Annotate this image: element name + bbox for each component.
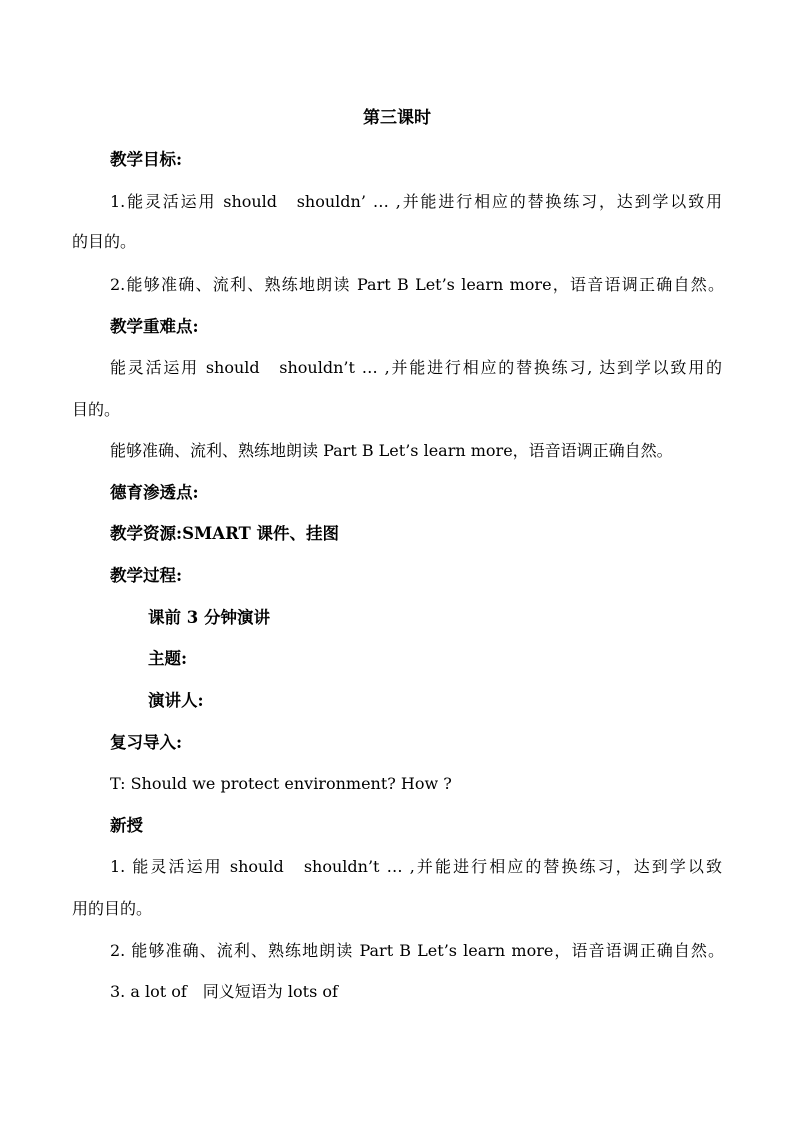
keypoint-1-line-1: 能灵活运用 should shouldn’t … ,并能进行相应的替换练习, 达到学以致用的: [110, 358, 722, 377]
new-2: 2. 能够准确、流利、熟练地朗读 Part B Let’s learn more，语音语调正确自然。: [110, 941, 724, 960]
new-1-line-1: 1. 能灵活运用 should shouldn’t … ,并能进行相应的替换练习，达到学以致: [110, 857, 722, 876]
resources-line: 教学资源:SMART 课件、挂图: [110, 524, 340, 543]
objective-2: 2.能够准确、流利、熟练地朗读 Part B Let’s learn more，语音语调正确自然。: [110, 275, 724, 294]
objective-1-line-1: 1.能灵活运用 should shouldn’ … ,并能进行相应的替换练习，达到学以致用: [110, 192, 722, 211]
objectives-heading: 教学目标:: [110, 150, 183, 169]
moral-heading: 德育渗透点:: [110, 483, 199, 502]
keypoints-heading: 教学重难点:: [110, 317, 199, 336]
new-heading: 新授: [110, 816, 143, 835]
review-heading: 复习导入:: [110, 733, 183, 752]
process-heading: 教学过程:: [110, 566, 183, 585]
lesson-title: 第三课时: [363, 108, 431, 128]
keypoint-2: 能够准确、流利、熟练地朗读 Part B Let’s learn more，语音语调正确自然。: [110, 441, 673, 460]
new-3: 3. a lot of 同义短语为 lots of: [110, 982, 338, 1001]
keypoint-1-line-2: 目的。: [72, 400, 121, 419]
topic-line: 主题:: [148, 649, 188, 668]
objective-1-line-2: 的目的。: [72, 232, 137, 251]
speaker-line: 演讲人:: [148, 691, 204, 710]
new-1-line-2: 用的目的。: [72, 899, 153, 918]
review-text: T: Should we protect environment? How ?: [110, 774, 452, 793]
speech-line: 课前 3 分钟演讲: [148, 608, 270, 627]
